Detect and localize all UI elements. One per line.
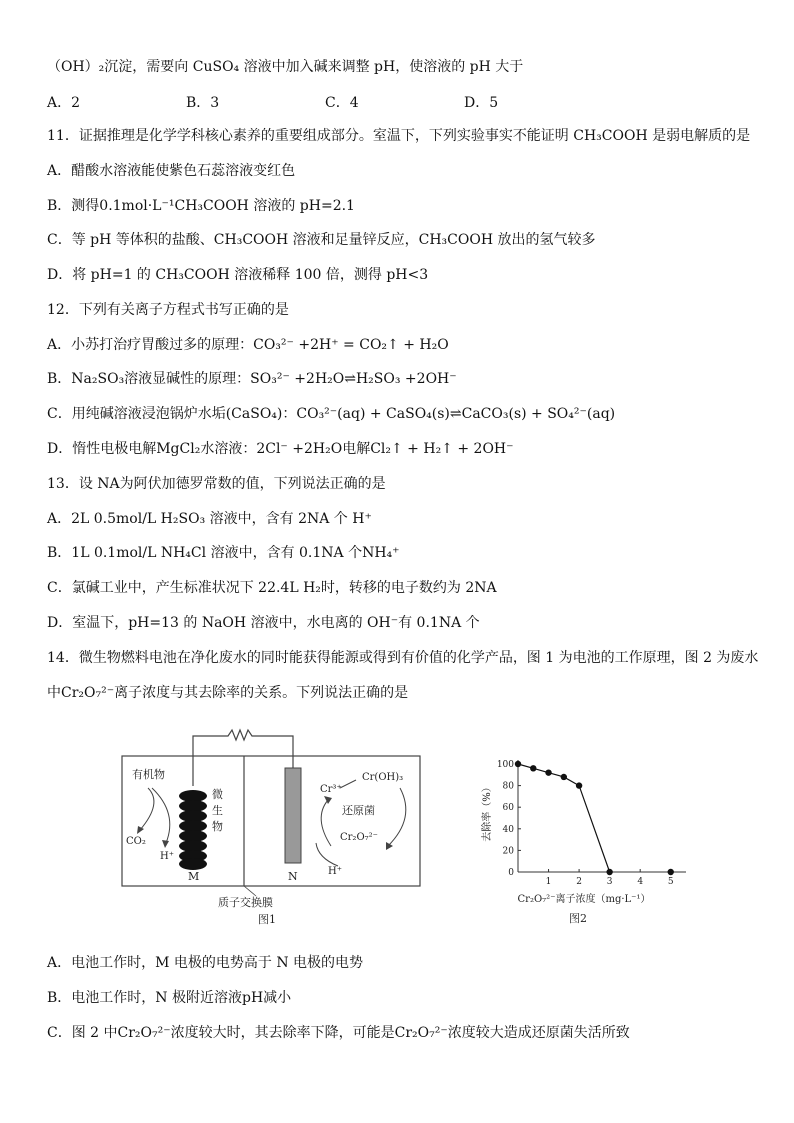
chart-ylabel: 去除率（%） [482, 782, 493, 842]
croh3-label: Cr(OH)₃ [362, 772, 404, 783]
y-tick-label: 20 [502, 846, 514, 857]
x-tick-label: 4 [637, 877, 644, 887]
hplus-right-arrow [316, 843, 338, 866]
q13-stem: 13．设 NA为阿伏加德罗常数的值，下列说法正确的是 [47, 476, 386, 492]
co2-label: CO₂ [126, 836, 146, 847]
cr-cycle-arrow-top [340, 780, 356, 788]
q14-option-b[interactable]: B．电池工作时，N 极附近溶液pH减小 [47, 990, 292, 1006]
x-tick-label: 5 [667, 877, 674, 887]
q10-option-c[interactable]: C．4 [325, 95, 359, 111]
q11-option-d[interactable]: D．将 pH=1 的 CH₃COOH 溶液稀释 100 倍，测得 pH<3 [47, 267, 429, 283]
hplus-left-label: H⁺ [160, 851, 174, 862]
q11-option-b[interactable]: B．测得0.1mol·L⁻¹CH₃COOH 溶液的 pH=2.1 [47, 198, 355, 214]
y-tick-label: 60 [502, 803, 514, 814]
y-tick-label: 0 [508, 868, 514, 878]
data-point [576, 782, 582, 788]
electrode-m [179, 790, 207, 870]
external-wire [193, 730, 293, 786]
figure-1-caption: 图1 [258, 913, 276, 926]
q10-stem-tail: （OH）₂沉淀，需要向 CuSO₄ 溶液中加入碱来调整 pH，使溶液的 pH 大于 [47, 59, 524, 75]
cr-cycle-arrow-right [388, 788, 406, 846]
q10-option-a[interactable]: A．2 [47, 95, 81, 111]
q14-stem-line1: 14．微生物燃料电池在净化废水的同时能获得能源或得到有价值的化学产品，图 1 为电池的工作原理，图 2 为废水 [47, 650, 759, 666]
q10-option-b[interactable]: B．3 [186, 95, 220, 111]
q13-option-d[interactable]: D．室温下，pH=13 的 NaOH 溶液中，水电离的 OH⁻有 0.1NA 个 [47, 615, 480, 631]
figure-1-diagram [118, 718, 428, 928]
organic-to-co2-arrow [140, 788, 154, 830]
organic-label: 有机物 [132, 768, 165, 781]
q10-option-d[interactable]: D．5 [464, 95, 499, 111]
q11-stem: 11．证据推理是化学学科核心素养的重要组成部分。室温下，下列实验事实不能证明 CH₃COOH 是弱电解质的是 [47, 128, 751, 144]
data-point [530, 765, 536, 771]
data-point [561, 774, 567, 780]
q12-option-c[interactable]: C．用纯碱溶液浸泡锅炉水垢(CaSO₄)：CO₃²⁻(aq) + CaSO₄(s)⇌CaCO₃(s) + SO₄²⁻(aq) [47, 406, 616, 422]
figure-2-caption: 图2 [569, 912, 587, 925]
series-line [518, 764, 610, 872]
q13-option-c[interactable]: C．氯碱工业中，产生标准状况下 22.4L H₂时，转移的电子数约为 2NA [47, 580, 497, 596]
y-tick-label: 100 [496, 760, 514, 770]
electrode-m-label: M [188, 870, 200, 883]
q13-option-b[interactable]: B．1L 0.1mol/L NH₄Cl 溶液中，含有 0.1NA 个NH₄⁺ [47, 545, 400, 561]
y-tick-label: 80 [502, 781, 514, 792]
microbe-label-1: 微 [212, 788, 223, 801]
q12-option-b[interactable]: B．Na₂SO₃溶液显碱性的原理：SO₃²⁻ +2H₂O⇌H₂SO₃ +2OH⁻ [47, 371, 457, 387]
reducing-bacteria-label: 还原菌 [342, 804, 375, 817]
data-point-isolated [668, 869, 674, 875]
organic-to-hplus-arrow [152, 788, 170, 843]
membrane-label: 质子交换膜 [218, 896, 273, 909]
electrode-n [285, 768, 301, 863]
hplus-right-label: H⁺ [328, 866, 342, 877]
microbe-label-3: 物 [212, 820, 223, 833]
figure-2-chart [474, 752, 690, 932]
cr2o7-label: Cr₂O₇²⁻ [340, 832, 378, 843]
y-tick-label: 40 [502, 824, 514, 835]
x-tick-label: 2 [576, 877, 582, 887]
cr-cycle-arrow-left [321, 800, 331, 846]
chart-xlabel: Cr₂O₇²⁻离子浓度（mg·L⁻¹） [517, 894, 651, 905]
q11-option-c[interactable]: C．等 pH 等体积的盐酸、CH₃COOH 溶液和足量锌反应，CH₃COOH 放出的氢气较多 [47, 232, 596, 248]
microbe-label-2: 生 [212, 804, 223, 817]
electrode-n-label: N [288, 870, 298, 883]
data-point [545, 769, 551, 775]
x-tick-label: 1 [545, 877, 552, 887]
q13-option-a[interactable]: A．2L 0.5mol/L H₂SO₃ 溶液中，含有 2NA 个 H⁺ [47, 511, 372, 527]
x-tick-label: 3 [606, 877, 613, 887]
q12-option-d[interactable]: D．惰性电极电解MgCl₂水溶液：2Cl⁻ +2H₂O电解Cl₂↑ + H₂↑ + 2OH⁻ [47, 441, 514, 457]
q12-stem: 12．下列有关离子方程式书写正确的是 [47, 302, 289, 318]
q14-stem-line2: 中Cr₂O₇²⁻离子浓度与其去除率的关系。下列说法正确的是 [47, 685, 409, 701]
data-point [606, 869, 612, 875]
cr3-label: Cr³⁺ [320, 784, 342, 795]
q11-option-a[interactable]: A．醋酸水溶液能使紫色石蕊溶液变红色 [47, 163, 296, 179]
q14-option-c[interactable]: C．图 2 中Cr₂O₇²⁻浓度较大时，其去除率下降，可能是Cr₂O₇²⁻浓度较大造成还原菌失活所致 [47, 1025, 630, 1041]
data-point [515, 761, 521, 767]
q12-option-a[interactable]: A．小苏打治疗胃酸过多的原理：CO₃²⁻ +2H⁺ = CO₂↑ + H₂O [47, 337, 449, 353]
q14-option-a[interactable]: A．电池工作时，M 电极的电势高于 N 电极的电势 [47, 955, 364, 971]
